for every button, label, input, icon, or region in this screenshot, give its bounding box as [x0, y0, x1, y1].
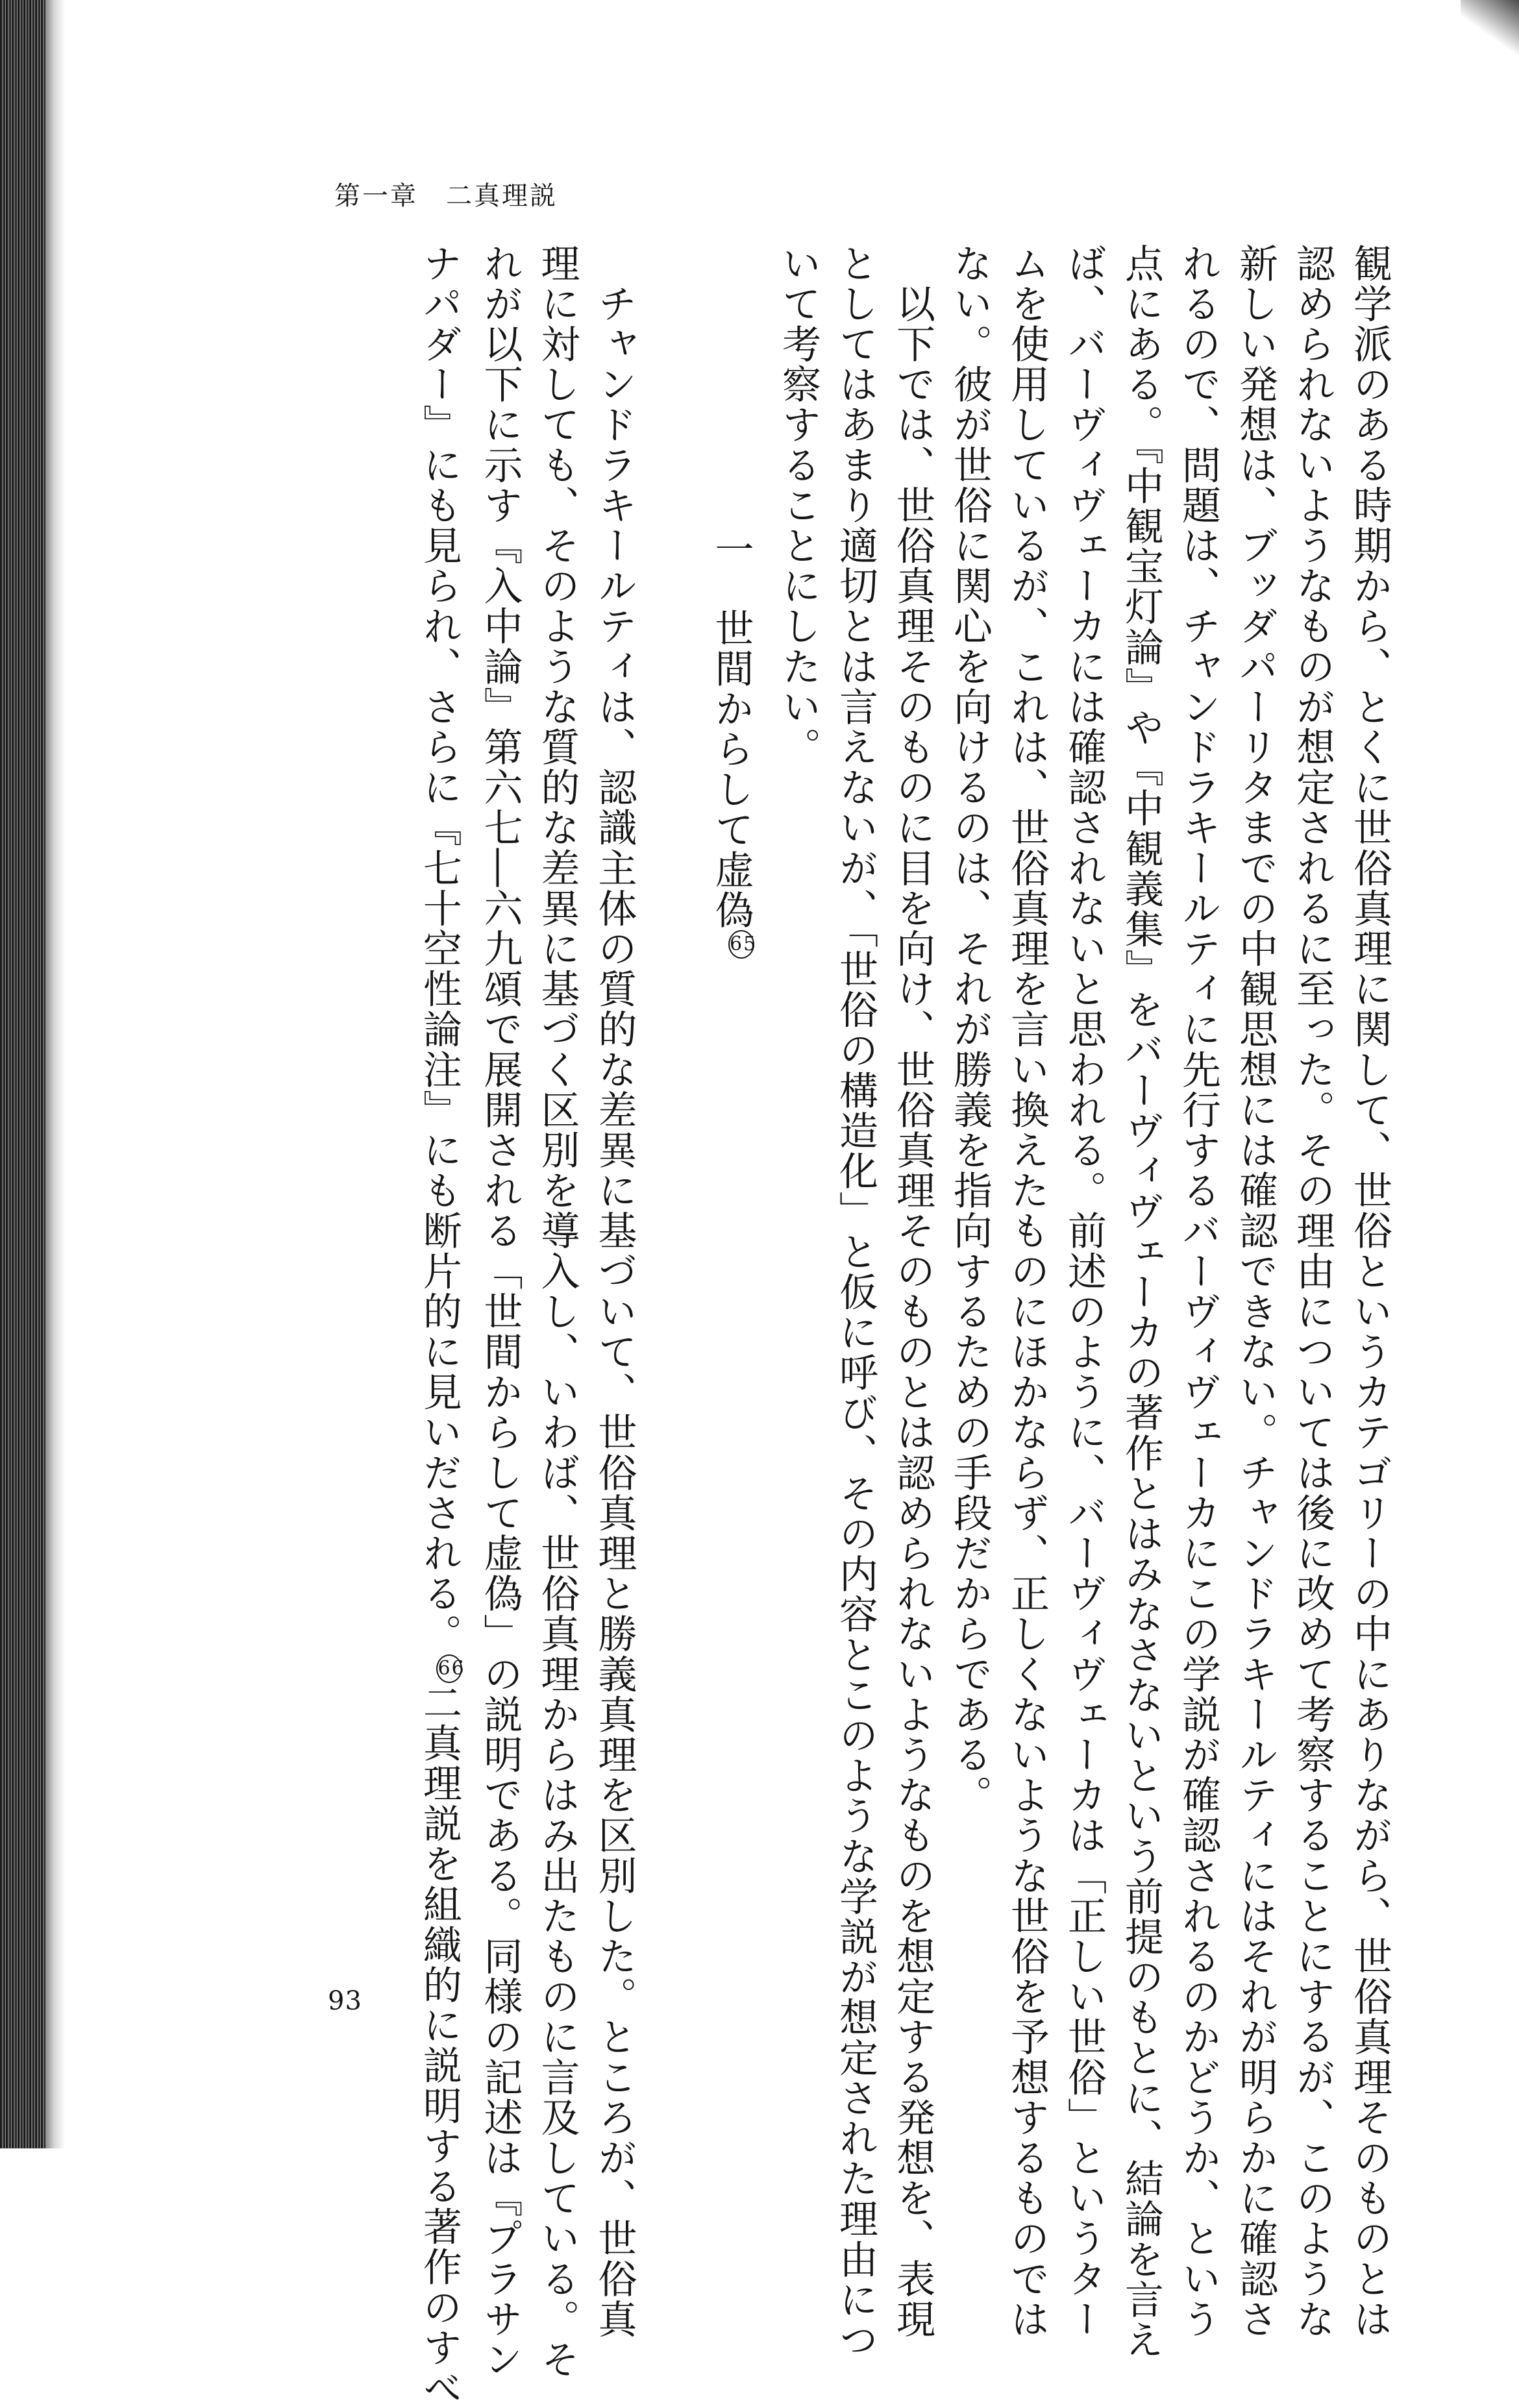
body-column: ない。彼が世俗に関心を向けるのは、それが勝義を指向するための手段だからである。: [950, 243, 989, 1950]
body-column: チャンドラキールティは、認識主体の質的な差異に基づいて、世俗真理と勝義真理を区別した。ところが、世俗真: [595, 243, 634, 1950]
vertical-text-body: [260, 243, 1389, 1950]
body-column: 観学派のある時期から、とくに世俗真理に関して、世俗というカテゴリーの中にありながら、世俗真理そのものとは: [1350, 243, 1389, 1950]
body-column: れるので、問題は、チャンドラキールティに先行するバーヴィヴェーカにこの学説が確認されるのかどうか、という: [1179, 243, 1218, 1950]
binding-gradient: [45, 0, 65, 2148]
body-column: 新しい発想は、ブッダパーリタまでの中観思想には確認できない。チャンドラキールティにはそれが明らかに確認さ: [1236, 243, 1275, 1950]
body-column: としてはあまり適切とは言えないが、「世俗の構造化」と仮に呼び、その内容とこのような学説が想定された理由につ: [836, 243, 875, 1950]
body-column: いて考察することにしたい。: [779, 243, 818, 1950]
footnote-marker: 66: [436, 1654, 462, 1683]
body-column: 点にある。『中観宝灯論』や『中観義集』をバーヴィヴェーカの著作とはみなさないという前提のもとに、結論を言え: [1122, 243, 1161, 1950]
scan-corner-shadow: [1461, 0, 1519, 78]
body-column: 認められないようなものが想定されるに至った。その理由については後に改めて考察することにするが、このような: [1293, 243, 1332, 1950]
section-number: 一: [711, 529, 750, 569]
footnote-marker: 65: [728, 930, 754, 959]
page-number: 93: [328, 1986, 362, 2016]
body-column: ば、バーヴィヴェーカには確認されないと思われる。前述のように、バーヴィヴェーカは「正しい世俗」というター: [1065, 243, 1104, 1950]
body-column-with-note: [420, 243, 463, 1950]
running-header: 第一章 二真理説: [334, 175, 558, 212]
section-heading: [711, 243, 754, 1950]
section-title: 世間からして虚偽: [708, 608, 754, 930]
body-column: 理に対しても、そのような質的な差異に基づく区別を導入し、いわば、世俗真理からはみ出たものに言及している。そ: [537, 243, 576, 1950]
book-binding-shadow: [0, 0, 45, 2148]
body-text: 二真理説を組織的に説明する著作のすべ: [417, 1683, 462, 2408]
body-column: れが以下に示す『入中論』第六七―六九頌で展開される「世間からして虚偽」の説明である。同様の記述は『プラサン: [480, 243, 519, 1950]
body-column: ムを使用しているが、これは、世俗真理を言い換えたものにほかならず、正しくないような世俗を予想するものでは: [1007, 243, 1046, 1950]
body-text: ナパダー』にも見られ、さらに『七十空性論注』にも断片的に見いだされる。: [417, 243, 462, 1654]
body-column: 以下では、世俗真理そのものに目を向け、世俗真理そのものとは認められないようなものを想定する発想を、表現: [893, 243, 932, 1950]
